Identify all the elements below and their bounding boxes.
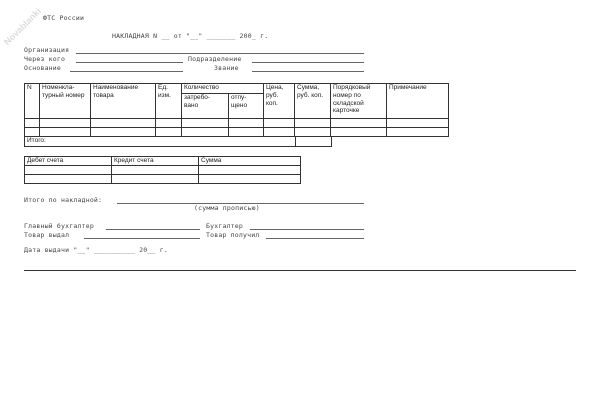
subdivision-field[interactable] <box>252 62 364 63</box>
goods-table <box>24 83 449 137</box>
watermark: Novablanki <box>2 6 44 48</box>
rank-label: Звание <box>214 64 239 72</box>
accountant-field[interactable] <box>250 229 364 230</box>
col-header-card-number: Порядковый номер по складской карточке <box>331 84 387 119</box>
col-header-name: Наименование товара <box>91 84 156 119</box>
col-header-price: Цена, руб. коп. <box>264 84 295 119</box>
chief-accountant-label: Главный бухгалтер <box>24 222 94 230</box>
subdivision-label: Подразделение <box>188 55 242 63</box>
organization-field[interactable] <box>76 53 364 54</box>
separator-line <box>24 270 576 271</box>
basis-field[interactable] <box>70 71 183 72</box>
issue-date: Дата выдачи "__" __________ 20__ г. <box>24 246 168 254</box>
total-label: Итого: <box>25 137 296 147</box>
col-header-quantity: Количество <box>182 84 264 94</box>
col-header-sum: Сумма, руб. коп. <box>295 84 331 119</box>
chief-accountant-field[interactable] <box>106 229 200 230</box>
debit-header: Дебет счета <box>25 157 112 166</box>
accountant-label: Бухгалтер <box>206 222 244 230</box>
total-sum-cell[interactable] <box>296 137 332 147</box>
organization-label: Организация <box>24 46 70 54</box>
col-header-requested: затребо- вано <box>182 94 229 119</box>
table-row[interactable] <box>25 119 449 128</box>
basis-label: Основание <box>24 64 62 72</box>
col-header-unit: Ед. изм. <box>156 84 182 119</box>
table-row[interactable] <box>25 175 301 184</box>
through-whom-label: Через кого <box>24 55 66 63</box>
goods-total-row <box>24 136 332 147</box>
goods-issued-field[interactable] <box>84 238 200 239</box>
accounts-table <box>24 156 301 184</box>
credit-header: Кредит счета <box>112 157 199 166</box>
goods-received-field[interactable] <box>266 238 364 239</box>
sum-header: Сумма <box>199 157 301 166</box>
goods-received-label: Товар получил <box>206 231 260 239</box>
total-by-invoice-label: Итого по накладной: <box>24 196 103 204</box>
goods-issued-label: Товар выдал <box>24 231 70 239</box>
table-row[interactable] <box>25 166 301 175</box>
sum-in-words-caption: (сумма прописью) <box>194 204 260 212</box>
col-header-note: Примечание <box>387 84 449 119</box>
col-header-n: N <box>25 84 40 119</box>
through-whom-field[interactable] <box>76 62 183 63</box>
col-header-released: отпу- щено <box>229 94 264 119</box>
col-header-nomenclature: Номенкла- турный номер <box>40 84 91 119</box>
org-header: ФТС России <box>43 14 85 22</box>
document-title: НАКЛАДНАЯ N __ от "__" _______ 200_ г. <box>112 32 269 40</box>
rank-field[interactable] <box>252 71 364 72</box>
